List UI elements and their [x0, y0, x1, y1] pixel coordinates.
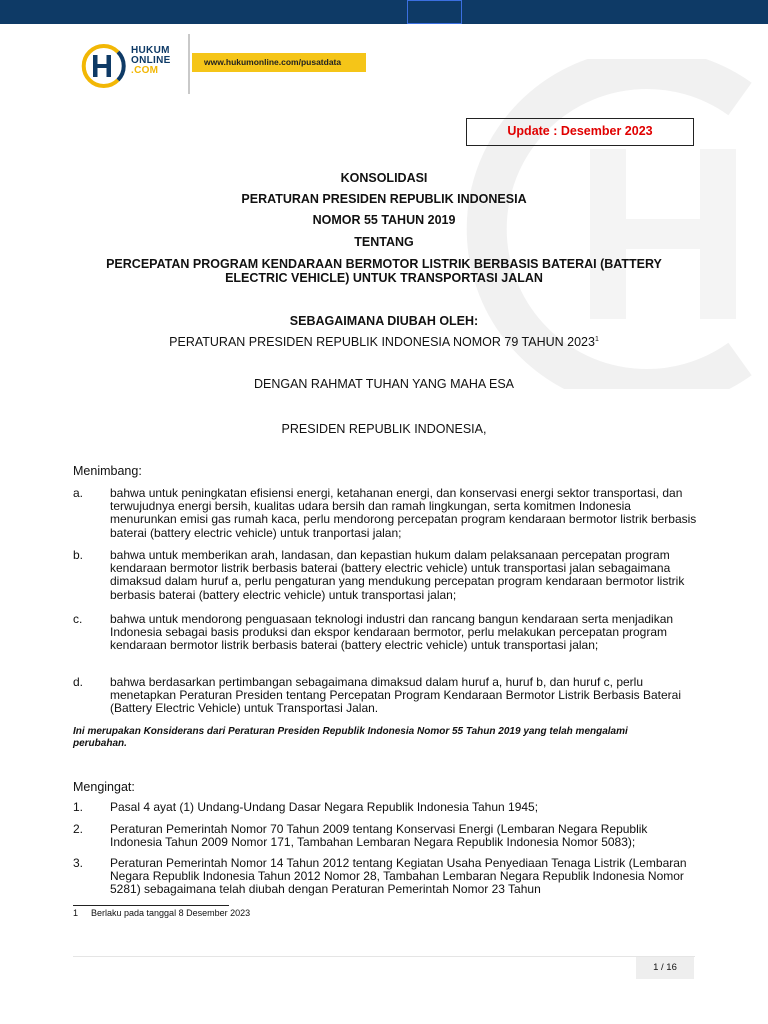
item-marker: b.	[73, 548, 84, 562]
footnote	[73, 908, 250, 918]
item-marker: 3.	[73, 856, 84, 870]
item-text: Peraturan Pemerintah Nomor 14 Tahun 2012 tentang Kegiatan Usaha Penyediaan Tenaga Listrik (Lembaran Negara Republik Indonesia Tahun 2012 Nomor 28, Tambahan Lembaran Negara Republik Indonesia Nomor 5281) sebagaimana telah diubah dengan Peraturan Pemerintah Nomor 23 Tahun	[110, 856, 687, 897]
mengingat-label: Mengingat:	[73, 780, 135, 794]
president-heading: PRESIDEN REPUBLIK INDONESIA,	[281, 422, 487, 436]
title-regulation-number: NOMOR 55 TAHUN 2019	[312, 213, 456, 227]
menimbang-label: Menimbang:	[73, 464, 142, 478]
logo-divider	[188, 34, 190, 94]
item-text: bahwa untuk mendorong penguasaan teknologi industri dan rancang bangun kendaraan serta menjadikan Indonesia sebagai basis produksi dan ekspor kendaraan bermotor, perlu melakukan percepatan program kendaraan bermotor listrik berbasis baterai (battery electric vehicle) untuk transportasi jalan;	[110, 612, 674, 653]
mengingat-item-2	[73, 823, 703, 851]
footnote-separator	[73, 905, 229, 906]
footnote-text: Berlaku pada tanggal 8 Desember 2023	[91, 908, 251, 918]
amending-regulation	[60, 335, 708, 349]
item-marker: 2.	[73, 822, 84, 836]
title-subject-line-2: ELECTRIC VEHICLE) UNTUK TRANSPORTASI JALAN	[225, 271, 543, 285]
website-url[interactable]: www.hukumonline.com/pusatdata	[192, 53, 366, 72]
menimbang-item-c	[73, 613, 703, 665]
invocation: DENGAN RAHMAT TUHAN YANG MAHA ESA	[253, 377, 514, 391]
brand-line-1: HUKUM	[131, 45, 170, 56]
mengingat-item-3	[73, 857, 703, 897]
item-text: bahwa untuk peningkatan efisiensi energi, ketahanan energi, dan konservasi energi sektor transportasi, dan terwujudnya energi bersih, kualitas udara bersih dan ramah lingkungan, serta komitmen Indonesia menurunkan emisi gas rumah kaca, perlu mendorong percepatan program kendaraan bermotor listrik berbasis baterai (battery electric vehicle) untuk tranportasi jalan;	[110, 486, 697, 540]
title-regulation-type: PERATURAN PRESIDEN REPUBLIK INDONESIA	[241, 192, 527, 206]
update-badge: Update : Desember 2023	[466, 118, 694, 146]
item-marker: a.	[73, 486, 84, 500]
brand-name	[131, 46, 171, 76]
brand-line-3: .COM	[131, 65, 159, 76]
amended-heading: SEBAGAIMANA DIUBAH OLEH:	[289, 314, 479, 328]
item-marker: d.	[73, 675, 84, 689]
menimbang-item-a	[73, 487, 703, 539]
amending-regulation-text: PERATURAN PRESIDEN REPUBLIK INDONESIA NOMOR 79 TAHUN 2023	[169, 335, 595, 349]
document-page	[0, 24, 768, 1024]
toolbar-highlight-box[interactable]	[407, 0, 462, 24]
item-text: Pasal 4 ayat (1) Undang-Undang Dasar Negara Republik Indonesia Tahun 1945;	[110, 800, 539, 814]
item-text: Peraturan Pemerintah Nomor 70 Tahun 2009 tentang Konservasi Energi (Lembaran Negara Republik Indonesia Tahun 2009 Nomor 171, Tambahan Lembaran Negara Republik Indonesia Nomor 5083);	[110, 822, 648, 850]
footnote-number: 1	[73, 908, 79, 918]
hukumonline-logo-icon	[78, 42, 126, 90]
mengingat-item-1	[73, 801, 703, 815]
title-subject-line-1: PERCEPATAN PROGRAM KENDARAAN BERMOTOR LISTRIK BERBASIS BATERAI (BATTERY	[106, 257, 662, 271]
item-marker: c.	[73, 612, 83, 626]
footer-divider	[73, 956, 695, 957]
item-marker: 1.	[73, 800, 84, 814]
page-indicator: 1 / 16	[636, 957, 694, 979]
footnote-ref[interactable]: 1	[594, 335, 599, 343]
menimbang-item-d	[73, 676, 703, 716]
title-subject	[60, 257, 708, 285]
menimbang-item-b	[73, 549, 703, 601]
brand-line-2: ONLINE	[131, 55, 171, 66]
viewer-toolbar	[0, 0, 768, 24]
title-konsolidasi: KONSOLIDASI	[340, 171, 428, 185]
item-text: bahwa untuk memberikan arah, landasan, dan kepastian hukum dalam pelaksanaan percepatan program kendaraan bermotor listrik berbasis baterai (battery electric vehicle) untuk transportasi jalan sebagaimana dimaksud dalam huruf a, perlu pengaturan yang mendukung percepatan program kendaraan bermotor listrik berbasis baterai (battery electric vehicle) untuk transportasi jalan;	[110, 548, 685, 602]
item-text: bahwa berdasarkan pertimbangan sebagaimana dimaksud dalam huruf a, huruf b, dan huruf c, perlu menetapkan Peraturan Presiden tentang Percepatan Program Kendaraan Bermotor Listrik Berbasis Baterai (Battery Electric Vehicle) untuk Transportasi Jalan.	[110, 675, 681, 716]
considerans-note: Ini merupakan Konsiderans dari Peraturan Presiden Republik Indonesia Nomor 55 Tahun 2019 yang telah mengalami perubahan.	[73, 726, 628, 749]
title-tentang: TENTANG	[354, 235, 414, 249]
